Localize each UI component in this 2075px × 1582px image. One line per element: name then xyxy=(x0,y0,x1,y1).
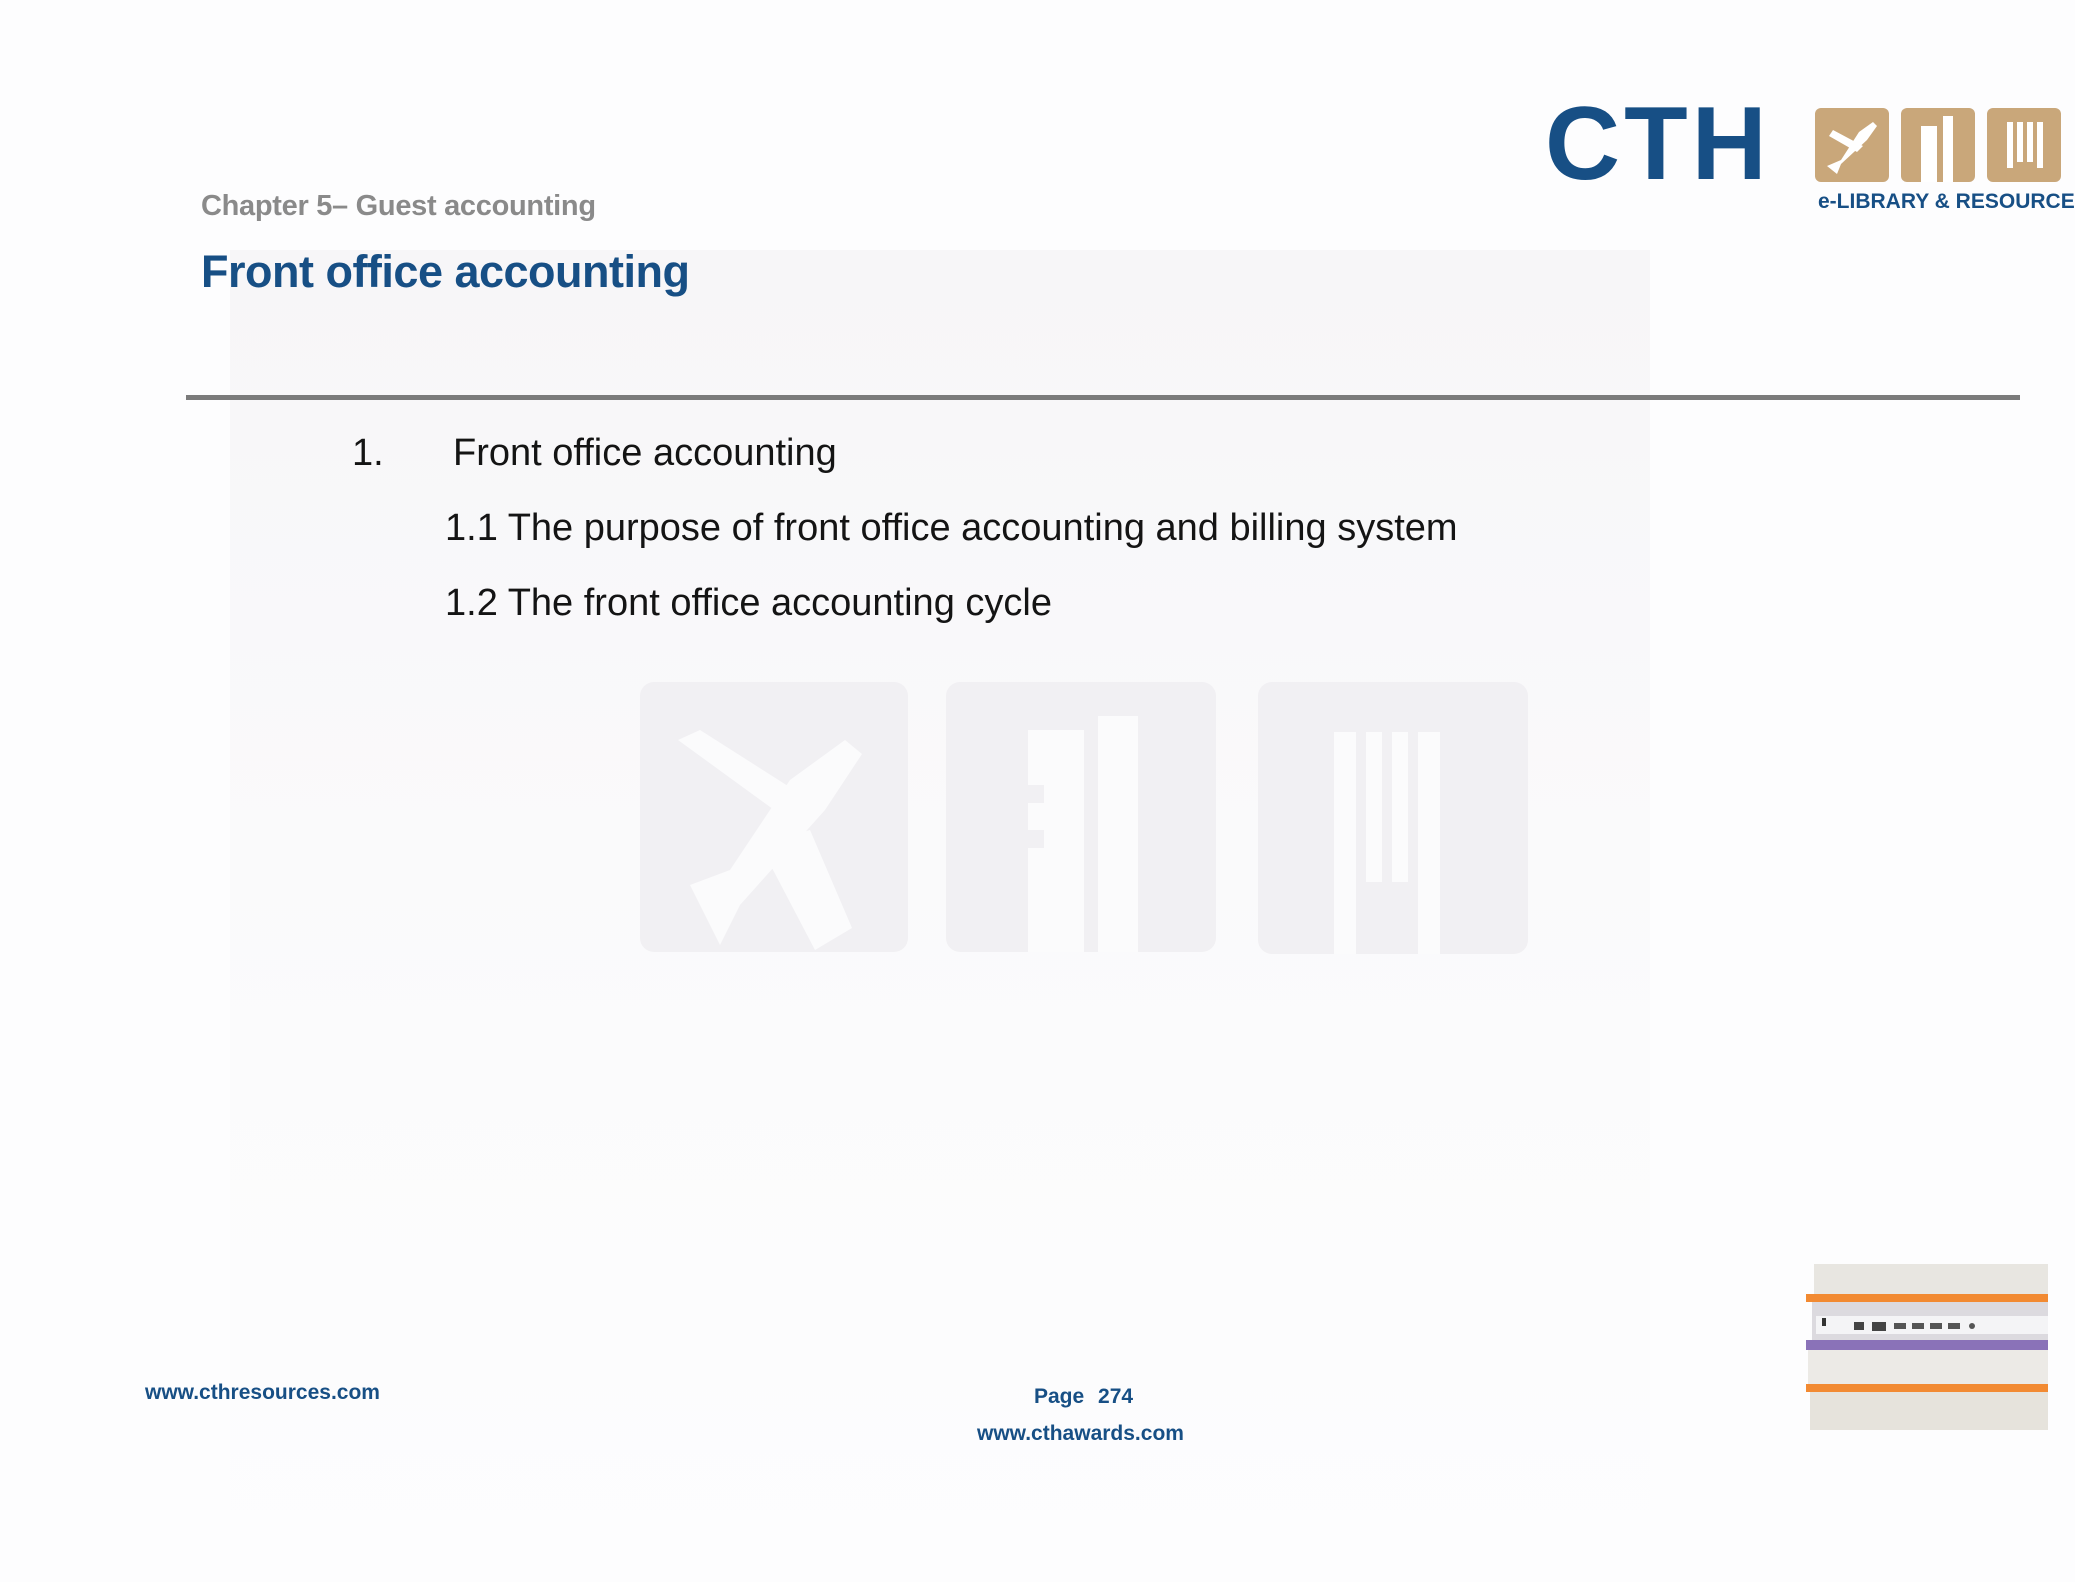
header-divider xyxy=(186,395,2020,400)
chapter-heading: Chapter 5– Guest accounting xyxy=(201,190,596,222)
cth-logo xyxy=(1545,86,2075,220)
page-number xyxy=(1034,1385,1133,1409)
logo-icon-tiles xyxy=(1815,108,2055,188)
fork-icon xyxy=(1258,682,1528,954)
outline-subitem: 1.1 The purpose of front office accounting and billing system xyxy=(445,507,1458,549)
outline-subitem: 1.2 The front office accounting cycle xyxy=(445,582,1052,624)
airplane-icon xyxy=(640,682,908,952)
building-icon xyxy=(1901,108,1975,182)
books-stack-image xyxy=(1806,1262,2048,1432)
outline-item-number: 1. xyxy=(352,432,384,474)
logo-tagline: e-LIBRARY & RESOURCE xyxy=(1818,190,2075,213)
airplane-icon xyxy=(1815,108,1889,182)
page-number-value: 274 xyxy=(1098,1385,1134,1408)
fork-icon xyxy=(1987,108,2061,182)
page-title: Front office accounting xyxy=(201,246,690,297)
footer-website-link[interactable]: www.cthresources.com xyxy=(145,1381,380,1404)
logo-wordmark: CTH xyxy=(1545,86,1771,202)
footer-awards-link[interactable]: www.cthawards.com xyxy=(977,1422,1184,1445)
outline-item-label: Front office accounting xyxy=(453,432,837,474)
page-label: Page xyxy=(1034,1385,1085,1408)
building-icon xyxy=(946,682,1216,952)
watermark-tiles xyxy=(640,680,1540,960)
